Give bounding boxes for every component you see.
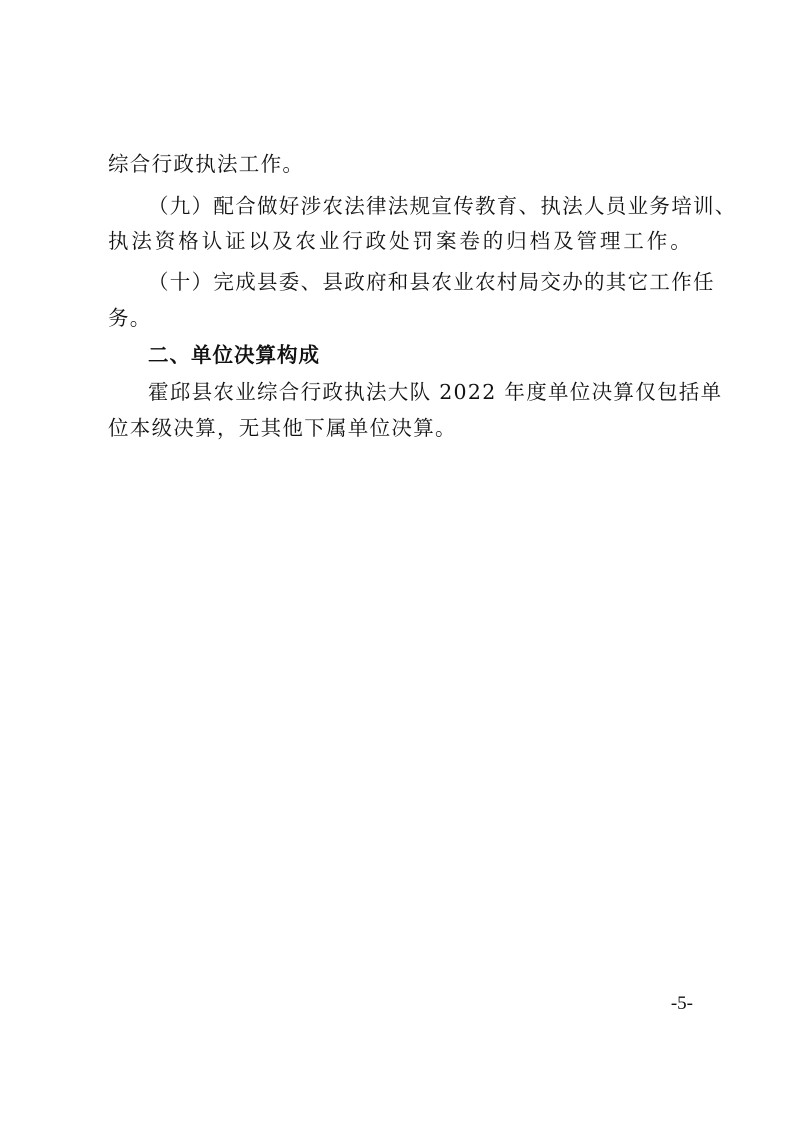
paragraph-line-6: 霍邱县农业综合行政执法大队 2022 年度单位决算仅包括单: [148, 380, 723, 404]
paragraph-line-2: （九）配合做好涉农法律法规宣传教育、执法人员业务培训、: [148, 194, 737, 218]
paragraph-line-5: 务。: [108, 306, 152, 330]
section-heading: 二、单位决算构成: [148, 343, 320, 367]
paragraph-line-4: （十）完成县委、县政府和县农业农村局交办的其它工作任: [148, 270, 715, 294]
page-number: -5-: [670, 993, 693, 1014]
paragraph-line-1: 综合行政执法工作。: [108, 152, 305, 176]
paragraph-line-3: 执法资格认证以及农业行政处罚案卷的归档及管理工作。: [108, 229, 692, 253]
paragraph-line-7: 位本级决算，无其他下属单位决算。: [108, 416, 457, 440]
